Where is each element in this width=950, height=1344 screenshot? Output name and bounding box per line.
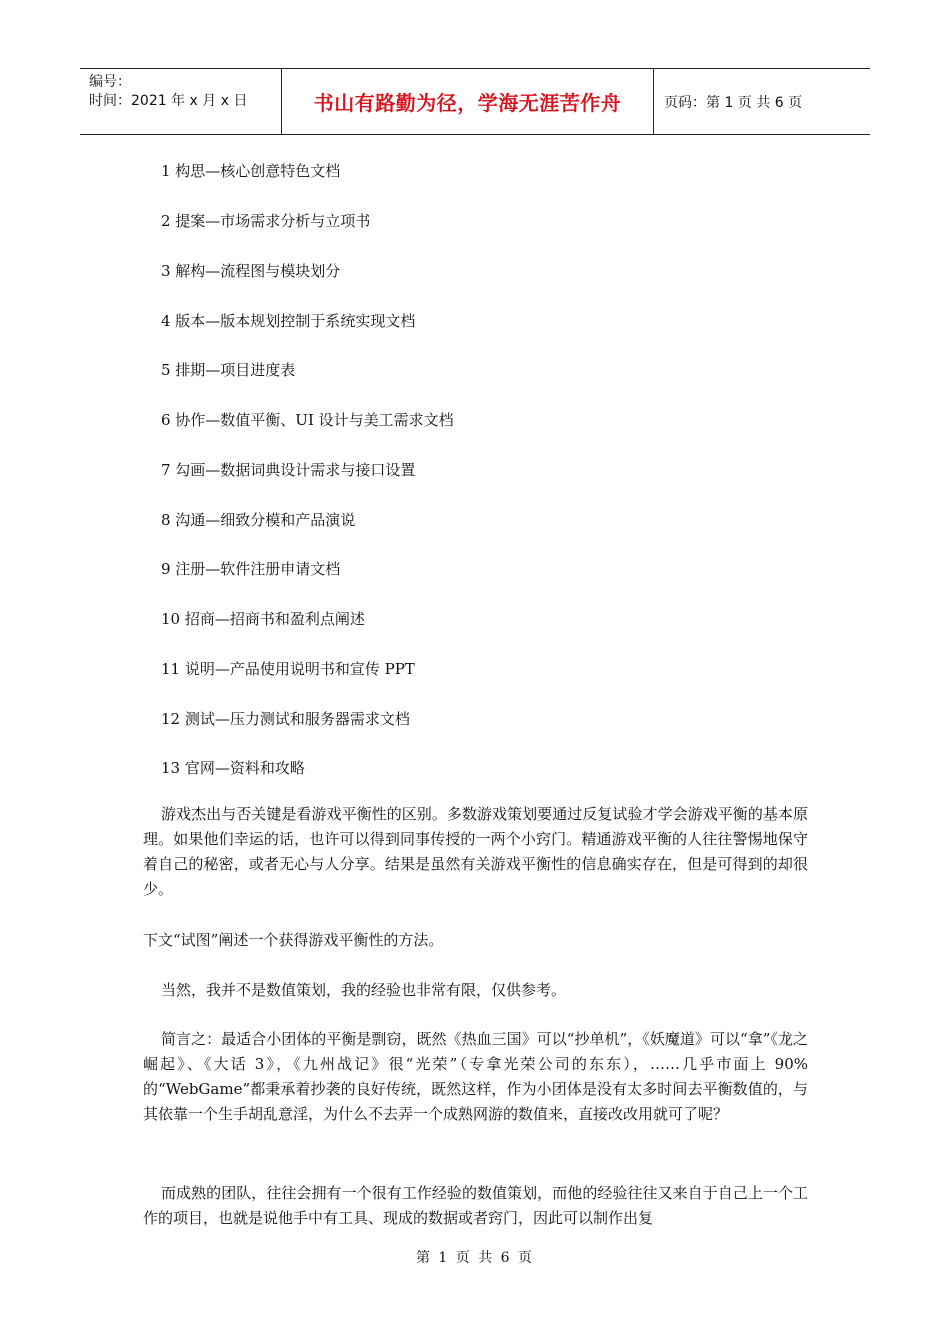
list-item: 2 提案—市场需求分析与立项书 xyxy=(161,212,371,230)
list-item: 9 注册—软件注册申请文档 xyxy=(161,560,341,578)
header-meta-cell xyxy=(80,69,282,134)
list-item: 11 说明—产品使用说明书和宣传 PPT xyxy=(161,660,415,678)
body-paragraph: 下文“试图”阐述一个获得游戏平衡性的方法。 xyxy=(143,931,444,949)
body-paragraph: 当然，我并不是数值策划，我的经验也非常有限，仅供参考。 xyxy=(161,981,567,999)
list-item: 7 勾画—数据词典设计需求与接口设置 xyxy=(161,461,416,479)
list-item: 10 招商—招商书和盈利点阐述 xyxy=(161,610,365,628)
list-item: 8 沟通—细致分模和产品演说 xyxy=(161,511,356,529)
page-footer: 第 1 页 共 6 页 xyxy=(415,1250,535,1266)
body-paragraph: 而成熟的团队，往往会拥有一个很有工作经验的数值策划，而他的经验往往又来自于自己上一个工作的项目，也就是说他手中有工具、现成的数据或者窍门，因此可以制作出复 xyxy=(143,1184,808,1227)
list-item: 6 协作—数值平衡、UI 设计与美工需求文档 xyxy=(161,411,454,429)
header-motto: 书山有路勤为径，学海无涯苦作舟 xyxy=(282,69,654,134)
header-page-code: 页码：第 1 页 共 6 页 xyxy=(664,94,803,111)
list-item: 4 版本—版本规划控制于系统实现文档 xyxy=(161,312,416,330)
body-paragraph: 简言之：最适合小团体的平衡是剽窃，既然《热血三国》可以“抄单机”，《妖魔道》可以“拿”《龙之崛起》、《大话 3》，《九州战记》很“光荣”（专拿光荣公司的东东），……几乎市面上 90%的“WebGame”都秉承着抄袭的良好传统，既然这样，作为小团体是没有太多时间去平衡数值的，与其依靠一个生手胡乱意淫，为什么不去弄一个成熟网游的数值来，直接改改用就可了呢？ xyxy=(143,1030,808,1123)
list-item: 12 测试—压力测试和服务器需求文档 xyxy=(161,710,410,728)
document-date-label: 时间：2021 年 x 月 x 日 xyxy=(89,93,248,109)
document-header xyxy=(80,68,870,135)
body-paragraph: 游戏杰出与否关键是看游戏平衡性的区别。多数游戏策划要通过反复试验才学会游戏平衡的基本原理。如果他们幸运的话，也许可以得到同事传授的一两个小窍门。精通游戏平衡的人往往警惕地保守着自己的秘密，或者无心与人分享。结果是虽然有关游戏平衡性的信息确实存在，但是可得到的却很少。 xyxy=(143,805,808,898)
list-item: 1 构思—核心创意特色文档 xyxy=(161,162,341,180)
document-number-label: 编号： xyxy=(89,74,131,90)
list-item: 3 解构—流程图与模块划分 xyxy=(161,262,341,280)
list-item: 13 官网—资料和攻略 xyxy=(161,759,305,777)
list-item: 5 排期—项目进度表 xyxy=(161,361,296,379)
